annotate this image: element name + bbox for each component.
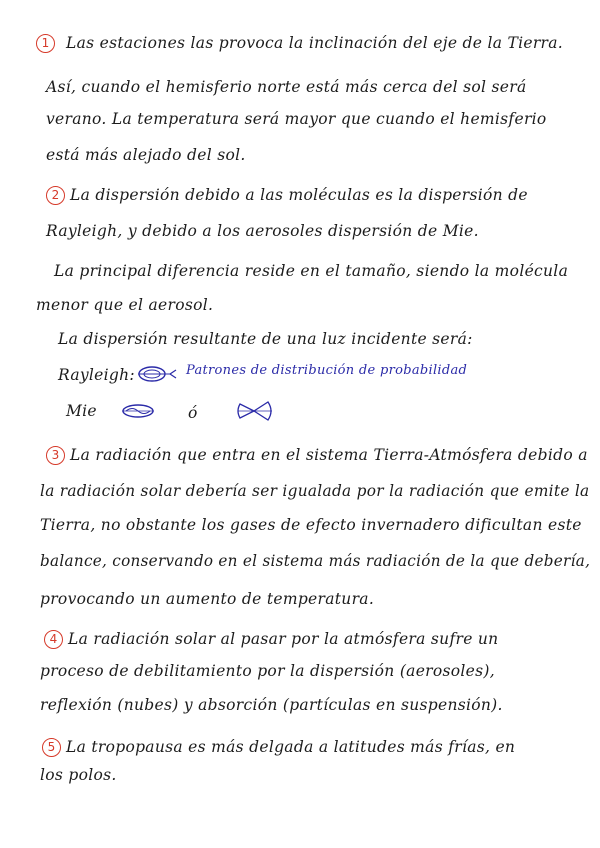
section-3-line-1: La radiación que entra en el sistema Tierra-Atmósfera debido a bbox=[70, 446, 588, 464]
section-3-line-2: la radiación solar debería ser igualada por la radiación que emite la bbox=[40, 482, 590, 500]
section-4-line-2: proceso de debilitamiento por la dispersión (aerosoles), bbox=[40, 662, 495, 680]
section-1-line-2: Así, cuando el hemisferio norte está más cerca del sol será bbox=[46, 78, 527, 96]
section-4-line-1: La radiación solar al pasar por la atmósfera sufre un bbox=[68, 630, 499, 648]
section-number-5: 5 bbox=[42, 738, 61, 757]
section-3-line-5: provocando un aumento de temperatura. bbox=[40, 590, 375, 608]
rayleigh-pattern-sketch bbox=[134, 362, 182, 386]
mie-pattern-sketch-1 bbox=[118, 400, 158, 422]
mie-label: Mie bbox=[66, 402, 97, 420]
section-1-line-3: verano. La temperatura será mayor que cuando el hemisferio bbox=[46, 110, 547, 128]
section-number-1: 1 bbox=[36, 34, 55, 53]
mie-pattern-sketch-2 bbox=[234, 398, 274, 424]
section-number-3: 3 bbox=[46, 446, 65, 465]
section-1-line-1: Las estaciones las provoca la inclinación del eje de la Tierra. bbox=[66, 34, 564, 52]
section-2-line-4: menor que el aerosol. bbox=[36, 296, 214, 314]
section-4-line-3: reflexión (nubes) y absorción (partículas en suspensión). bbox=[40, 696, 503, 714]
section-3-line-3: Tierra, no obstante los gases de efecto invernadero dificultan este bbox=[40, 516, 582, 534]
section-2-line-5: La dispersión resultante de una luz incidente será: bbox=[58, 330, 473, 348]
section-number-4: 4 bbox=[44, 630, 63, 649]
probability-pattern-note: Patrones de distribución de probabilidad bbox=[186, 363, 468, 378]
section-1-line-4: está más alejado del sol. bbox=[46, 146, 246, 164]
or-symbol: ó bbox=[188, 404, 198, 422]
section-2-line-1: La dispersión debido a las moléculas es la dispersión de bbox=[70, 186, 528, 204]
rayleigh-label: Rayleigh: bbox=[58, 366, 135, 384]
section-2-line-2: Rayleigh, y debido a los aerosoles dispersión de Mie. bbox=[46, 222, 479, 240]
section-2-line-3: La principal diferencia reside en el tamaño, siendo la molécula bbox=[54, 262, 569, 280]
section-5-line-2: los polos. bbox=[40, 766, 117, 784]
section-number-2: 2 bbox=[46, 186, 65, 205]
section-5-line-1: La tropopausa es más delgada a latitudes más frías, en bbox=[66, 738, 516, 756]
section-3-line-4: balance, conservando en el sistema más radiación de la que debería, bbox=[40, 552, 591, 570]
